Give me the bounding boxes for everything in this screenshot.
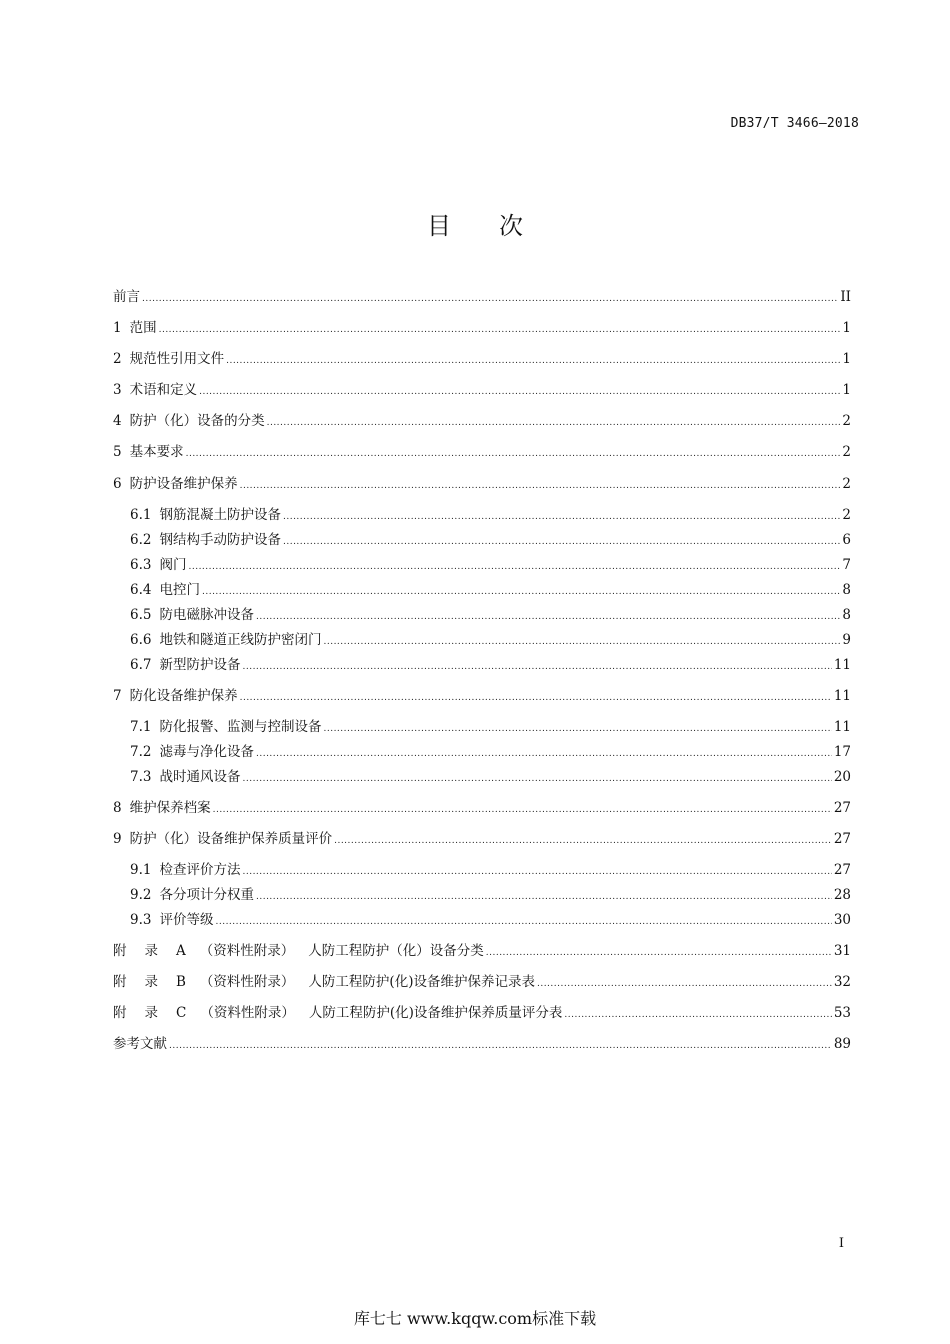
toc-entry-label: 防电磁脉冲设备 (159, 607, 254, 623)
toc-entry-label: 钢筋混凝土防护设备 (159, 507, 281, 523)
toc-entry-num: 7.1 (130, 719, 152, 735)
toc-entry-num: 6.2 (130, 532, 152, 548)
toc-entry-9-2[interactable] (130, 884, 851, 906)
toc-entry-6-6[interactable] (130, 629, 851, 651)
toc-entry-label: 各分项计分权重 (159, 887, 254, 903)
footer-watermark: 库七七 www.kqqw.com标准下载 (353, 1309, 597, 1328)
toc-entry-page: 11 (833, 657, 851, 673)
toc-title (0, 206, 950, 241)
appendix-word-2: 录 (144, 1005, 158, 1021)
toc-entry-num: 7.2 (130, 744, 152, 760)
toc-entry-6-2[interactable] (130, 529, 851, 551)
toc-entry-label: 钢结构手动防护设备 (159, 532, 281, 548)
toc-entry-8[interactable] (113, 797, 851, 819)
appendix-word-2: 录 (144, 943, 158, 959)
appendix-label: 人防工程防护(化)设备维护保养记录表 (308, 974, 535, 990)
toc-entry-label: 防护设备维护保养 (129, 476, 238, 492)
appendix-label: 人防工程防护(化)设备维护保养质量评分表 (308, 1005, 563, 1021)
toc-entry-page: 28 (833, 887, 851, 903)
toc-entry-label: 阀门 (159, 557, 187, 573)
toc-entry-page: 8 (842, 582, 851, 598)
toc-leader-dots (240, 475, 841, 497)
toc-entry-label: 滤毒与净化设备 (159, 744, 254, 760)
appendix-word-1: 附 (113, 974, 127, 990)
toc-leader-dots (186, 443, 841, 465)
toc-entry-7-1[interactable] (130, 716, 851, 738)
appendix-letter: C (176, 1005, 187, 1021)
toc-entry-6-1[interactable] (130, 504, 851, 526)
toc-entry-9-1[interactable] (130, 859, 851, 881)
toc-entry-4[interactable] (113, 410, 851, 432)
toc-entry-page: II (840, 289, 851, 305)
toc-leader-dots (323, 718, 831, 740)
toc-leader-dots (226, 350, 840, 372)
toc-entry-label: 防护（化）设备的分类 (129, 413, 265, 429)
toc-leader-dots (267, 412, 841, 434)
toc-entry-page: 53 (833, 1005, 851, 1021)
appendix-word-1: 附 (113, 1005, 127, 1021)
toc-entry-label: 检查评价方法 (159, 862, 241, 878)
toc-entry-num: 4 (113, 413, 122, 429)
toc-entry-references[interactable] (113, 1033, 851, 1055)
toc-entry-label: 前言 (113, 289, 140, 305)
toc-entry-6-7[interactable] (130, 654, 851, 676)
toc-leader-dots (334, 830, 832, 852)
toc-entry-label: 电控门 (159, 582, 200, 598)
toc-entry-1[interactable] (113, 317, 851, 339)
appendix-kind: （资料性附录） (199, 974, 295, 990)
toc-entry-page: 6 (842, 532, 851, 548)
toc-entry-num: 7 (113, 688, 122, 704)
toc-leader-dots (486, 942, 832, 964)
toc-entry-page: 2 (842, 507, 851, 523)
toc-entry-9[interactable] (113, 828, 851, 850)
toc-entry-2[interactable] (113, 348, 851, 370)
toc-entry-label: 防化报警、监测与控制设备 (159, 719, 322, 735)
toc-entry-page: 2 (842, 413, 851, 429)
toc-entry-label: 参考文献 (113, 1036, 167, 1052)
toc-entry-page: 20 (833, 769, 851, 785)
toc-title-part1: 目 (427, 212, 451, 240)
toc-entry-6-3[interactable] (130, 554, 851, 576)
toc-entry-page: 27 (833, 831, 851, 847)
toc-entry-num: 5 (113, 444, 122, 460)
toc-entry-num: 6.7 (130, 657, 152, 673)
toc-leader-dots (564, 1004, 831, 1026)
toc-leader-dots (159, 319, 841, 341)
appendix-letter: A (176, 943, 186, 959)
toc-entry-page: 8 (842, 607, 851, 623)
appendix-kind: （资料性附录） (200, 1005, 295, 1021)
appendix-word-2: 录 (144, 974, 158, 990)
toc-leader-dots (256, 743, 832, 765)
toc-entry-7-3[interactable] (130, 766, 851, 788)
toc-entry-num: 8 (113, 800, 122, 816)
toc-leader-dots (199, 381, 840, 403)
toc-entry-page: 27 (833, 862, 851, 878)
toc-leader-dots (323, 631, 840, 653)
toc-entry-page: 32 (833, 974, 851, 990)
toc-entry-3[interactable] (113, 379, 851, 401)
toc-entry-page: 2 (842, 444, 851, 460)
toc-entry-label: 新型防护设备 (159, 657, 241, 673)
toc-entry-num: 9.1 (130, 862, 152, 878)
toc-leader-dots (242, 861, 831, 883)
toc-entry-7[interactable] (113, 685, 851, 707)
toc-entry-num: 6.4 (130, 582, 152, 598)
toc-entry-page: 1 (842, 351, 851, 367)
toc-entry-label: 术语和定义 (129, 382, 198, 398)
toc-leader-dots (283, 506, 840, 528)
appendix-kind: （资料性附录） (199, 943, 295, 959)
document-code: DB37/T 3466—2018 (730, 116, 859, 131)
toc-entry-appendix-c[interactable] (113, 1002, 851, 1024)
toc-entry-page: 1 (842, 382, 851, 398)
toc-leader-dots (213, 799, 832, 821)
toc-entry-5[interactable] (113, 441, 851, 463)
toc-entry-num: 9.2 (130, 887, 152, 903)
toc-entry-page: 30 (833, 912, 851, 928)
toc-title-part2: 次 (499, 212, 523, 240)
page-number: I (838, 1236, 844, 1251)
toc-leader-dots (169, 1035, 832, 1057)
toc-leader-dots (202, 581, 840, 603)
appendix-letter: B (176, 974, 186, 990)
toc-leader-dots (215, 911, 831, 933)
toc-leader-dots (242, 768, 831, 790)
toc-entry-label: 范围 (129, 320, 157, 336)
toc-entry-page: 27 (833, 800, 851, 816)
toc-entry-num: 6.3 (130, 557, 152, 573)
toc-entry-num: 7.3 (130, 769, 152, 785)
toc-leader-dots (256, 886, 832, 908)
toc-entry-page: 7 (842, 557, 851, 573)
toc-entry-appendix-b[interactable] (113, 971, 851, 993)
appendix-label: 人防工程防护（化）设备分类 (308, 943, 484, 959)
toc-leader-dots (188, 556, 840, 578)
toc-leader-dots (240, 687, 832, 709)
toc-entry-label: 战时通风设备 (159, 769, 241, 785)
toc-entry-6[interactable] (113, 473, 851, 495)
toc-entry-9-3[interactable] (130, 909, 851, 931)
toc-entry-page: 89 (833, 1036, 851, 1052)
toc-entry-page: 9 (842, 632, 851, 648)
toc-entry-6-4[interactable] (130, 579, 851, 601)
toc-entry-6-5[interactable] (130, 604, 851, 626)
toc-entry-label: 维护保养档案 (129, 800, 211, 816)
toc-entry-num: 1 (113, 320, 122, 336)
toc-entry-label: 基本要求 (129, 444, 184, 460)
appendix-word-1: 附 (113, 943, 127, 959)
toc-leader-dots (283, 531, 840, 553)
toc-entry-num: 6.1 (130, 507, 152, 523)
toc-entry-num: 6.5 (130, 607, 152, 623)
toc-entry-page: 1 (842, 320, 851, 336)
toc-entry-label: 防护（化）设备维护保养质量评价 (129, 831, 333, 847)
toc-entry-label: 防化设备维护保养 (129, 688, 238, 704)
toc-entry-page: 11 (833, 688, 851, 704)
toc-entry-page: 11 (833, 719, 851, 735)
toc-entry-foreword[interactable] (113, 286, 851, 308)
toc-leader-dots (242, 656, 831, 678)
toc-entry-label: 地铁和隧道正线防护密闭门 (159, 632, 322, 648)
toc-entry-num: 9 (113, 831, 122, 847)
toc-entry-num: 6 (113, 476, 122, 492)
toc-leader-dots (256, 606, 840, 628)
toc-entry-num: 9.3 (130, 912, 152, 928)
toc-entry-num: 6.6 (130, 632, 152, 648)
toc-entry-num: 2 (113, 351, 122, 367)
toc-entry-page: 17 (833, 744, 851, 760)
toc-entry-label: 评价等级 (159, 912, 214, 928)
toc-leader-dots (142, 288, 838, 310)
toc-entry-page: 2 (842, 476, 851, 492)
toc-entry-page: 31 (833, 943, 851, 959)
toc-leader-dots (537, 973, 832, 995)
toc-entry-label: 规范性引用文件 (129, 351, 225, 367)
toc-entry-appendix-a[interactable] (113, 940, 851, 962)
toc-entry-7-2[interactable] (130, 741, 851, 763)
toc-entry-num: 3 (113, 382, 122, 398)
